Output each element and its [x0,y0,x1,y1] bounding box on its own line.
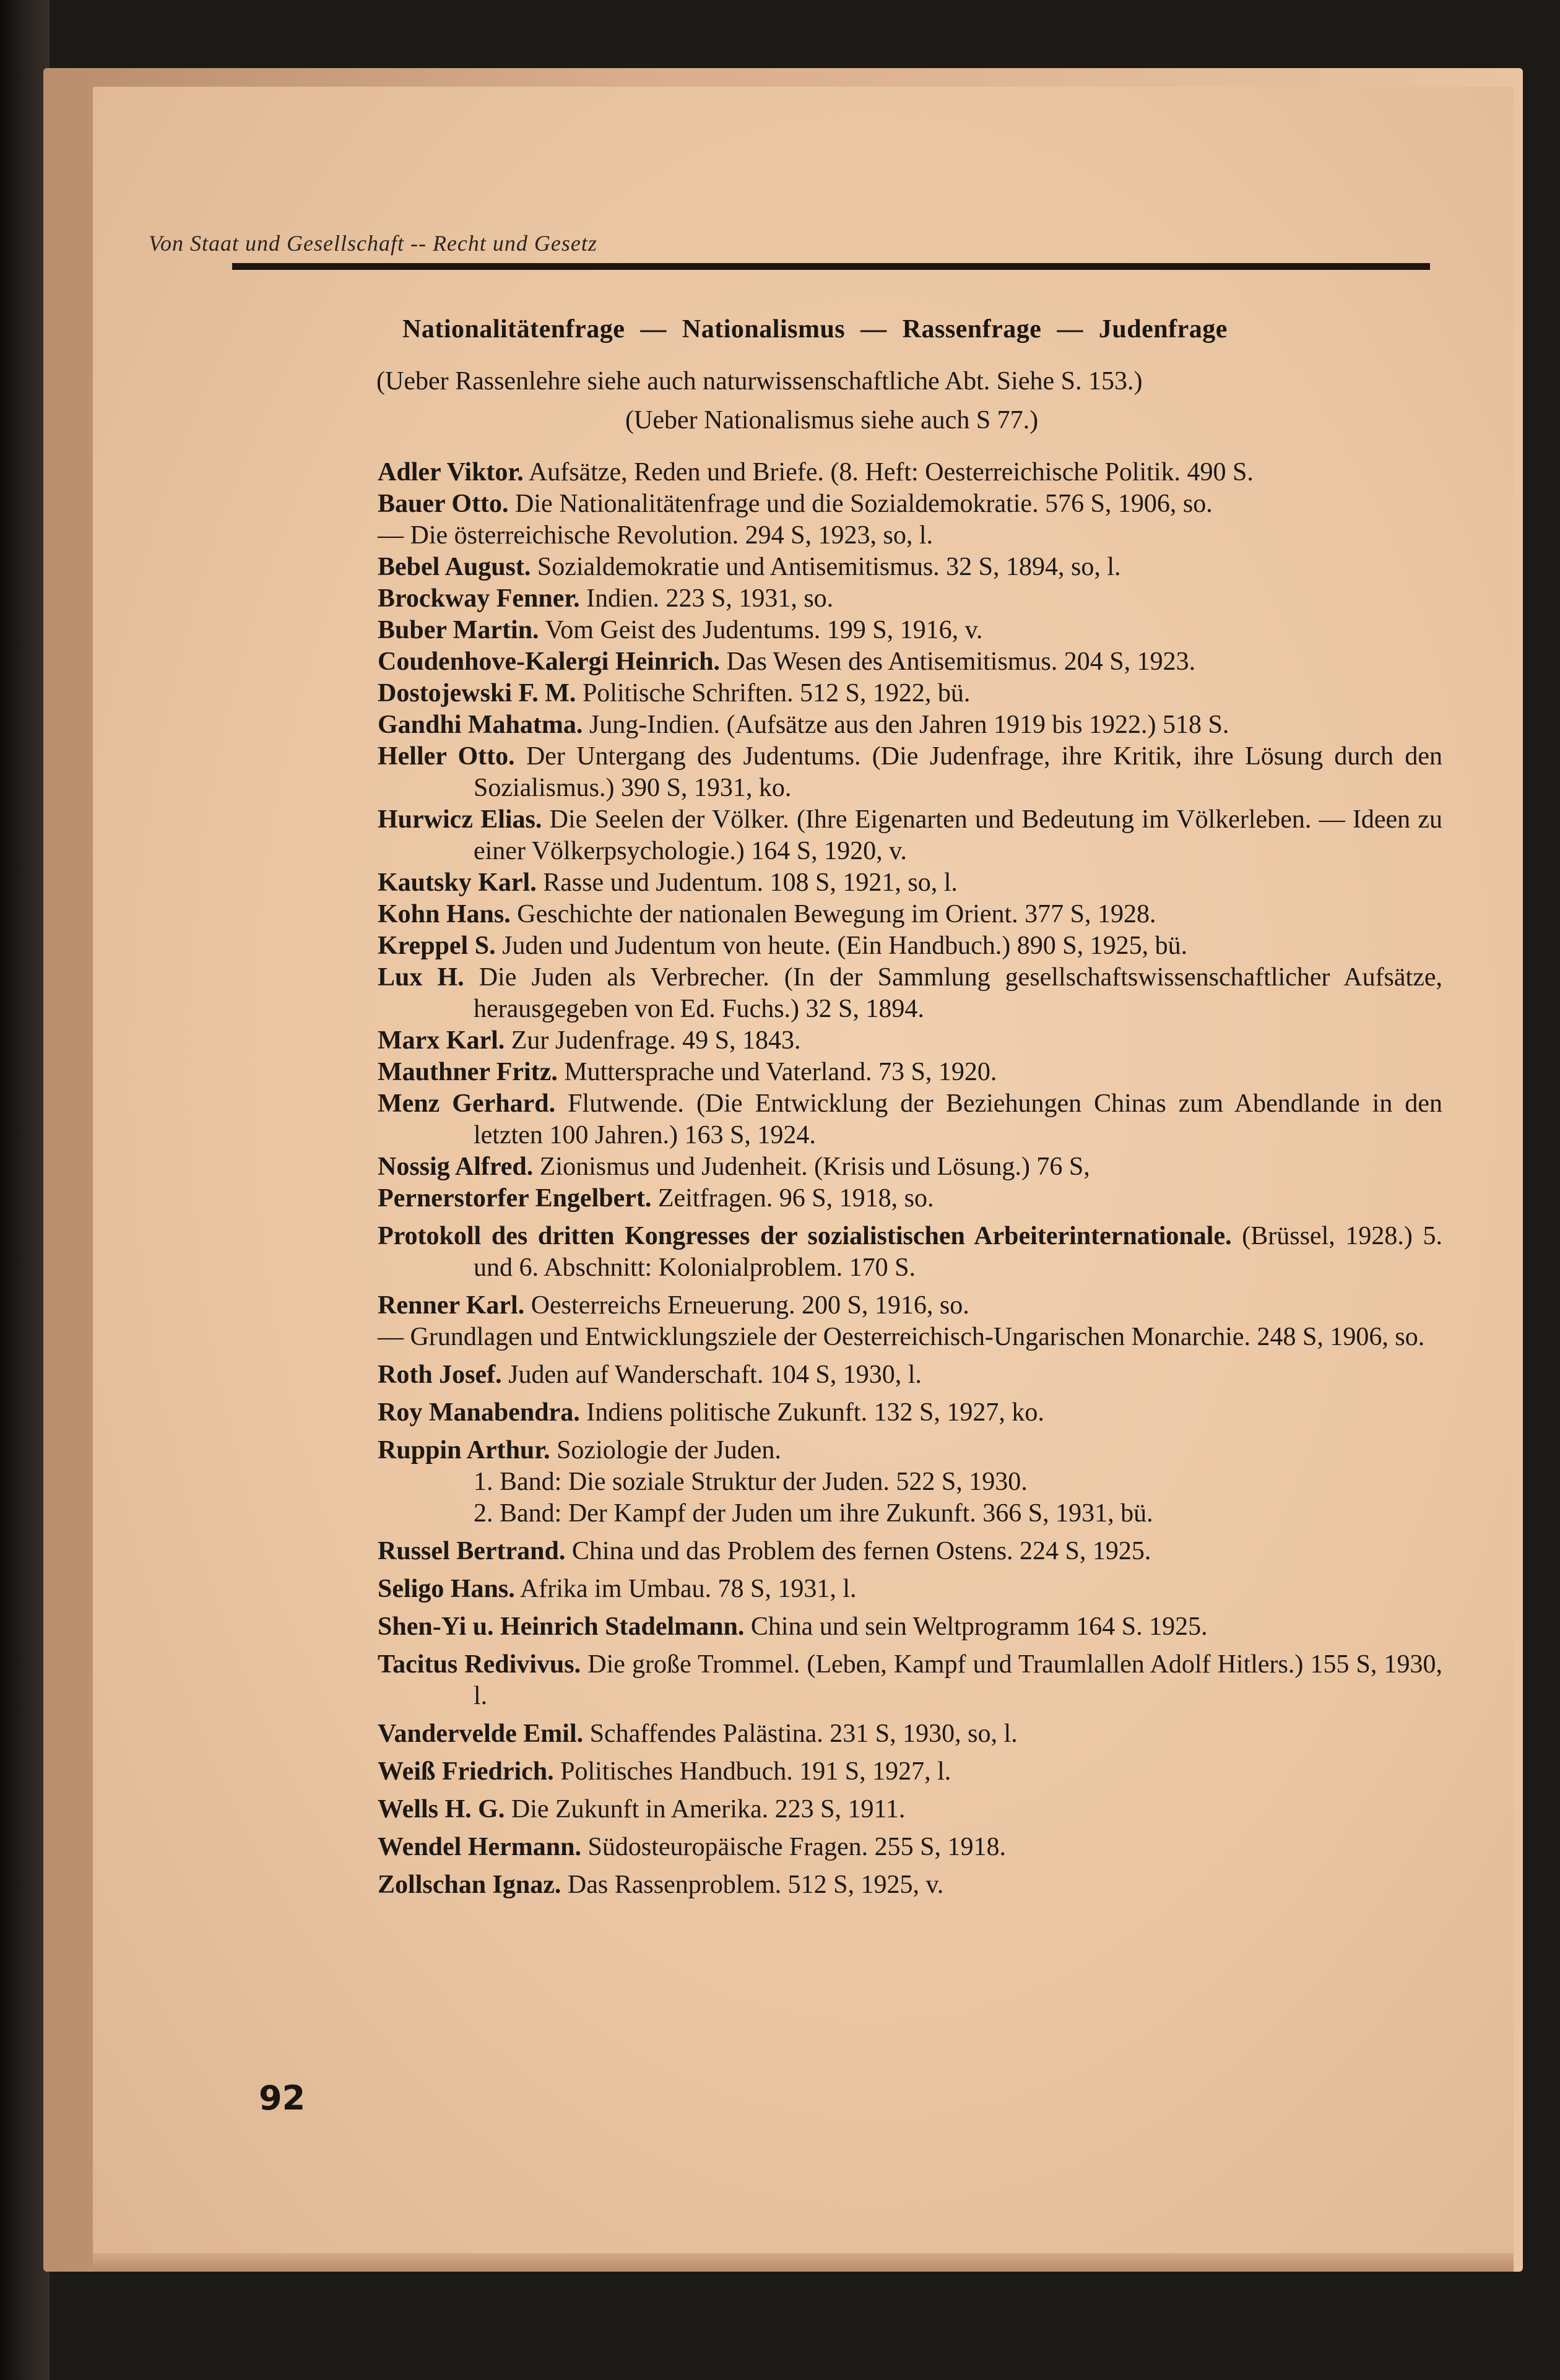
entry-author: Renner Karl. [378,1291,525,1320]
bibliography-entry [378,552,1442,583]
entry-author: Seligo Hans. [378,1575,515,1603]
entry-author: Coudenhove-Kalergi Heinrich. [378,647,720,676]
page-number: 92 [259,2079,306,2118]
entry-author: Roy Manabendra. [378,1398,580,1427]
entry-author: Shen-Yi u. Heinrich Stadelmann. [378,1612,745,1641]
bibliography-entry [378,1794,1442,1825]
entry-author: — [378,521,404,550]
page-bottom-edge [93,2253,1514,2272]
entry-text: Indien. 223 S, 1931, so. [586,584,834,613]
entry-subline: 2. Band: Der Kampf der Juden um ihre Zukunft. 366 S, 1931, bü. [474,1499,1153,1528]
entry-text: Die große Trommel. (Leben, Kampf und Traumlallen Adolf Hitlers.) 155 S, 1930, l. [474,1650,1443,1710]
bibliography-entry [378,1088,1442,1151]
bibliography-entry [378,1756,1442,1788]
entry-text: Die Juden als Verbrecher. (In der Sammlung gesellschaftswissenschaftlicher Aufsätze, herausgegeben von Ed. Fuchs.) 32 S, 1894. [474,963,1442,1023]
bibliography-entry [378,1832,1442,1863]
entry-author: Adler Viktor. [378,458,524,487]
entry-author: Kautsky Karl. [378,868,537,897]
entry-text: Die Nationalitätenfrage und die Sozialdemokratie. 576 S, 1906, so. [515,490,1213,518]
bibliography-entry [378,646,1442,678]
bibliography-entry [378,899,1442,930]
entry-text: Juden auf Wanderschaft. 104 S, 1930, l. [508,1361,922,1389]
bibliography-entry [378,615,1442,646]
entry-author: Mauthner Fritz. [378,1058,558,1086]
bibliography-entry [378,678,1442,709]
entry-text: Zionismus und Judenheit. (Krisis und Lösung.) 76 S, [539,1153,1090,1181]
entry-author: Pernerstorfer Engelbert. [378,1184,652,1213]
bibliography-entry [378,962,1442,1025]
entry-text: Aufsätze, Reden und Briefe. (8. Heft: Oesterreichische Politik. 490 S. [528,458,1254,487]
entry-text: Flutwende. (Die Entwicklung der Beziehungen Chinas zum Abendlande in den letzten 100 Jahren.) 163 S, 1924. [474,1089,1443,1149]
entry-author: Wendel Hermann. [378,1833,582,1861]
entry-author: Brockway Fenner. [378,584,580,613]
bibliography-entry [378,709,1442,741]
entry-author: Dostojewski F. M. [378,679,576,708]
entry-author: Weiß Friedrich. [378,1757,554,1786]
entry-text: Grundlagen und Entwicklungsziele der Oesterreichisch-Ungarischen Monarchie. 248 S, 1906, so. [410,1323,1425,1351]
bibliography-entry [378,1869,1442,1901]
entry-author: Nossig Alfred. [378,1153,534,1181]
bibliography-entry [378,1611,1442,1643]
entry-text: Die Zukunft in Amerika. 223 S, 1911. [511,1795,906,1824]
bibliography-entry [378,583,1442,615]
bibliography-entry [378,1573,1442,1605]
entry-subline: 1. Band: Die soziale Struktur der Juden. 522 S, 1930. [474,1468,1028,1496]
entry-author: Heller Otto. [378,742,515,771]
entry-text: Oesterreichs Erneuerung. 200 S, 1916, so. [531,1291,969,1320]
entry-text: Politische Schriften. 512 S, 1922, bü. [582,679,971,708]
entry-text: Die österreichische Revolution. 294 S, 1923, so, l. [410,521,934,550]
bibliography-entry [378,1536,1442,1567]
entry-text: Zur Judenfrage. 49 S, 1843. [511,1026,801,1055]
bibliography-entry [378,1359,1442,1391]
entry-text: Schaffendes Palästina. 231 S, 1930, so, l. [589,1720,1018,1748]
bibliography-entry [378,1322,1442,1353]
entry-text: (Brüssel, 1928.) 5. und 6. Abschnitt: Kolonialproblem. 170 S. [474,1222,1443,1282]
entry-author: Bauer Otto. [378,490,509,518]
entry-author: Roth Josef. [378,1361,502,1389]
bibliography-entry [378,1435,1442,1466]
bibliography-entry [378,1025,1442,1057]
bibliography-entry [378,457,1442,488]
header-rule [232,263,1430,270]
bibliography-entry [378,1221,1442,1284]
entry-text: Der Untergang des Judentums. (Die Judenfrage, ihre Kritik, ihre Lösung durch den Sozialismus.) 390 S, 1931, ko. [474,742,1442,802]
running-head: Von Staat und Gesellschaft -- Recht und Gesetz [149,231,597,256]
section-title: Nationalitätenfrage — Nationalismus — Rassenfrage — Judenfrage [402,315,1228,344]
entry-author: Gandhi Mahatma. [378,711,583,739]
entry-text: China und das Problem des fernen Ostens. 224 S, 1925. [571,1537,1151,1565]
entry-author: Lux H. [378,963,464,992]
entry-author: Russel Bertrand. [378,1537,566,1565]
entry-text: Zeitfragen. 96 S, 1918, so. [657,1184,934,1213]
entry-author: Kreppel S. [378,932,496,960]
bibliography-entry [378,520,1442,552]
bibliography-entry [378,1057,1442,1088]
entry-author: Marx Karl. [378,1026,505,1055]
entry-text: Sozialdemokratie und Antisemitismus. 32 S, 1894, so, l. [537,553,1121,581]
entry-author: Protokoll des dritten Kongresses der sozialistischen Arbeiterinternationale. [378,1222,1232,1250]
bibliography-list [378,457,1442,1901]
bibliography-entry [378,930,1442,962]
entry-author: Tacitus Redivivus. [378,1650,581,1679]
entry-author: Bebel August. [378,553,531,581]
entry-author: — [378,1323,404,1351]
entry-author: Zollschan Ignaz. [378,1871,561,1899]
entry-text: Vom Geist des Judentums. 199 S, 1916, v. [545,616,983,644]
entry-author: Hurwicz Elias. [378,805,542,834]
entry-text: Südosteuropäische Fragen. 255 S, 1918. [587,1833,1006,1861]
entry-author: Ruppin Arthur. [378,1436,550,1465]
entry-author: Vandervelde Emil. [378,1720,584,1748]
entry-text: Die Seelen der Völker. (Ihre Eigenarten und Bedeutung im Völkerleben. — Ideen zu einer Völkerpsychologie.) 164 S, 1920, v. [474,805,1442,865]
bibliography-entry [378,804,1442,867]
entry-text: China und sein Weltprogramm 164 S. 1925. [750,1612,1208,1641]
entry-text: Politisches Handbuch. 191 S, 1927, l. [560,1757,951,1786]
entry-author: Wells H. G. [378,1795,505,1824]
bibliography-entry [378,1290,1442,1322]
entry-text: Afrika im Umbau. 78 S, 1931, l. [519,1575,857,1603]
entry-author: Kohn Hans. [378,900,511,928]
entry-text: Geschichte der nationalen Bewegung im Orient. 377 S, 1928. [517,900,1156,928]
entry-text: Jung-Indien. (Aufsätze aus den Jahren 1919 bis 1922.) 518 S. [589,711,1229,739]
bibliography-entry [378,1649,1442,1712]
bibliography-entry [378,1397,1442,1429]
bibliography-entry [378,741,1442,804]
entry-author: Buber Martin. [378,616,539,644]
bibliography-entry [378,488,1442,520]
note-nationalismus: (Ueber Nationalismus siehe auch S 77.) [625,406,1039,435]
entry-text: Soziologie der Juden. [557,1436,781,1465]
entry-text: Muttersprache und Vaterland. 73 S, 1920. [564,1058,997,1086]
bibliography-entry [378,867,1442,899]
entry-text: Das Rassenproblem. 512 S, 1925, v. [567,1871,944,1899]
entry-text: Rasse und Judentum. 108 S, 1921, so, l. [543,868,958,897]
bibliography-entry [378,1183,1442,1214]
bibliography-entry [378,1151,1442,1183]
entry-author: Menz Gerhard. [378,1089,556,1118]
note-rassenlehre: (Ueber Rassenlehre siehe auch naturwissenschaftliche Abt. Siehe S. 153.) [376,367,1143,396]
bibliography-entry [378,1718,1442,1750]
entry-text: Juden und Judentum von heute. (Ein Handbuch.) 890 S, 1925, bü. [502,932,1188,960]
entry-text: Das Wesen des Antisemitismus. 204 S, 1923. [726,647,1196,676]
entry-text: Indiens politische Zukunft. 132 S, 1927, ko. [586,1398,1044,1427]
book-spine [0,0,50,2380]
